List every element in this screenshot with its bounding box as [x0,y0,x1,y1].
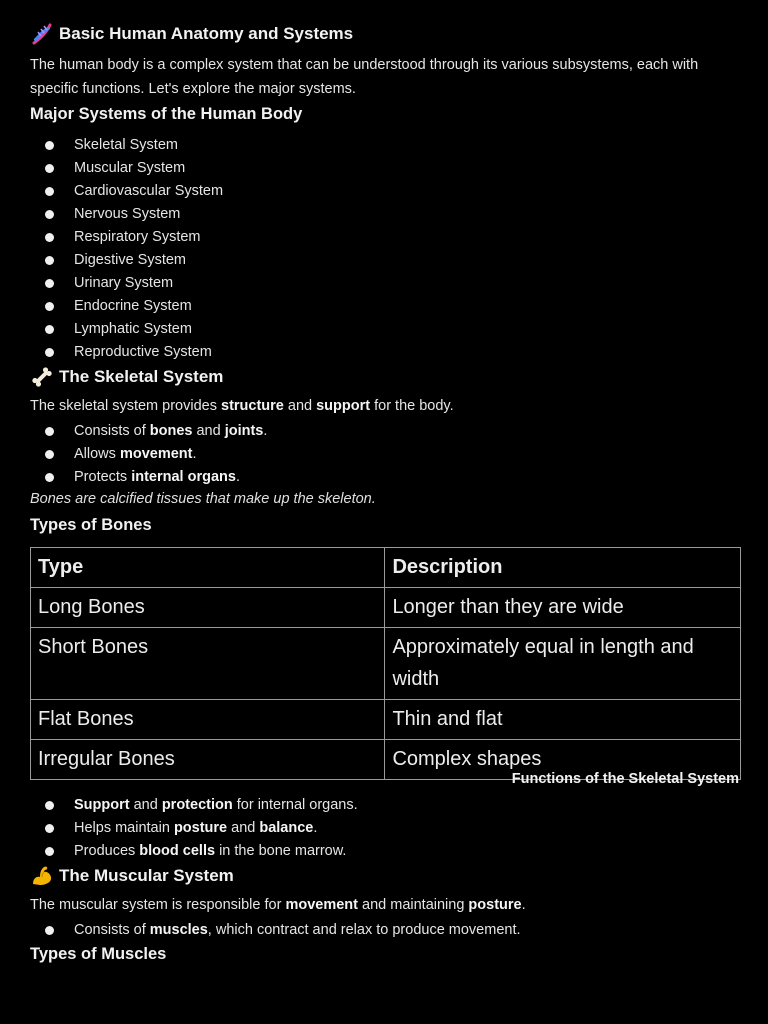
bullet-dot-icon [45,450,54,459]
table-cell: Flat Bones [31,700,385,740]
functions-heading: Functions of the Skeletal System [511,771,739,787]
bold-text: bones [149,423,193,439]
list-item-label: Urinary System [74,275,174,291]
types-of-bones-heading: Types of Bones [30,516,152,534]
text-run: . [313,820,318,836]
table-header-row [31,548,741,588]
list-item-label: Endocrine System [74,298,192,314]
table-row [31,628,741,700]
skeletal-heading-text: The Skeletal System [59,367,224,386]
list-item-label: Muscular System [74,160,186,176]
text-run: and [283,398,317,414]
list-item-label: Skeletal System [74,137,178,153]
list-item-label: Reproductive System [74,344,212,360]
bullet-dot-icon [45,233,54,242]
list-item [0,318,740,341]
list-item [0,840,740,863]
table-cell: Longer than they are wide [385,588,741,628]
list-item [0,157,740,180]
bold-text: muscles [149,922,208,938]
list-item [0,466,740,489]
bullet-dot-icon [45,302,54,311]
table-cell: Approximately equal in length and width [385,628,741,700]
list-item [0,249,740,272]
text-run: . [192,446,197,462]
bullet-dot-icon [45,348,54,357]
list-item [0,295,740,318]
text-run: The skeletal system provides [30,398,221,414]
text-run: Consists of [74,922,150,938]
text-run: Helps maintain [74,820,174,836]
skeletal-bullets [0,420,740,489]
text-run: . [521,897,526,913]
text-run: in the bone marrow. [215,843,347,859]
bullet-dot-icon [45,141,54,150]
bullet-dot-icon [45,926,54,935]
list-item [0,919,740,942]
bullet-dot-icon [45,256,54,265]
text-run: , which contract and relax to produce movement. [207,922,521,938]
list-item [0,226,740,249]
bone-icon [30,365,54,389]
bullet-dot-icon [45,210,54,219]
bold-text: Support [74,797,130,813]
skeletal-intro [30,394,742,418]
bullet-dot-icon [45,824,54,833]
table-row [31,588,741,628]
dna-icon [30,22,54,46]
list-item-label: Nervous System [74,206,181,222]
bold-text: internal organs [131,469,236,485]
page-title-text: Basic Human Anatomy and Systems [59,24,354,43]
table-cell: Short Bones [31,628,385,700]
bold-text: balance [259,820,314,836]
text-run: Consists of [74,423,150,439]
muscular-heading-text: The Muscular System [59,866,234,885]
list-item [0,341,740,364]
text-run: for internal organs. [232,797,358,813]
systems-list [0,134,740,364]
bullet-dot-icon [45,325,54,334]
list-item [0,134,740,157]
table-cell: Complex shapes [385,740,741,780]
muscular-heading [30,864,234,888]
list-item-label: Cardiovascular System [74,183,224,199]
bullet-dot-icon [45,279,54,288]
table-cell: Thin and flat [385,700,741,740]
text-run: for the body. [370,398,454,414]
bold-text: joints [224,423,264,439]
table-cell: Irregular Bones [31,740,385,780]
text-run: . [235,469,240,485]
bones-table [30,547,741,780]
table-row [31,700,741,740]
text-run: and [192,423,225,439]
bold-text: movement [119,446,193,462]
flexed-biceps-icon [30,864,54,888]
text-run: and maintaining [357,897,469,913]
bullet-dot-icon [45,801,54,810]
table-header-description: Description [385,548,741,588]
bold-text: blood cells [139,843,216,859]
table-header-type: Type [31,548,385,588]
bullet-dot-icon [45,164,54,173]
list-item [0,203,740,226]
text-run: Produces [74,843,140,859]
list-item [0,180,740,203]
list-item-label: Digestive System [74,252,187,268]
bullet-dot-icon [45,427,54,436]
major-systems-heading: Major Systems of the Human Body [30,105,303,123]
bold-text: support [316,398,371,414]
bullet-dot-icon [45,187,54,196]
text-run: and [227,820,260,836]
list-item [0,817,740,840]
text-run: The muscular system is responsible for [30,897,286,913]
types-of-muscles-heading: Types of Muscles [30,945,167,963]
text-run: . [263,423,268,439]
muscular-intro [30,893,742,917]
bold-text: posture [173,820,228,836]
intro-paragraph: The human body is a complex system that can be understood through its various subsystems, each with specific functions. Let's explore the major systems. [30,57,699,97]
muscular-bullets [0,919,740,942]
bullet-dot-icon [45,847,54,856]
bold-text: posture [468,897,522,913]
text-run: Allows [74,446,120,462]
bold-text: movement [285,897,358,913]
bold-text: protection [161,797,233,813]
list-item [0,794,740,817]
list-item [0,420,740,443]
bullet-dot-icon [45,473,54,482]
skeletal-note: Bones are calcified tissues that make up the skeleton. [30,491,376,507]
bold-text: structure [221,398,284,414]
table-cell: Long Bones [31,588,385,628]
text-run: Protects [74,469,132,485]
functions-list [0,794,740,863]
list-item-label: Lymphatic System [74,321,192,337]
text-run: and [129,797,162,813]
list-item-label: Respiratory System [74,229,201,245]
list-item [0,272,740,295]
list-item [0,443,740,466]
skeletal-heading [30,365,223,389]
page-title [30,22,353,46]
